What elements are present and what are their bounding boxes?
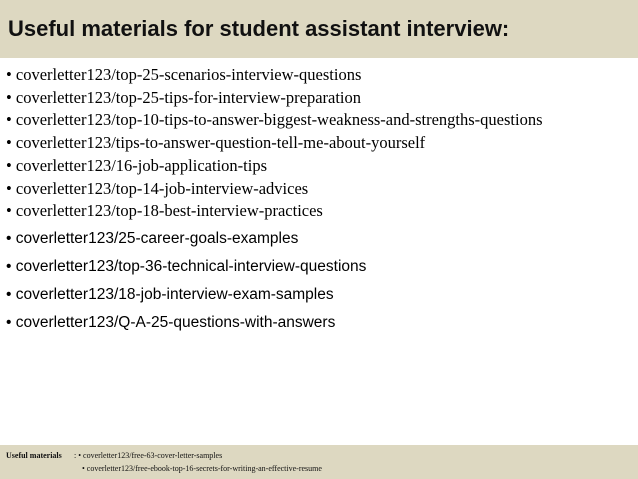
footer-label: Useful materials [6,451,62,460]
footer-band [0,445,638,479]
header-band [0,0,638,58]
materials-list [6,64,628,337]
list-item: • coverletter123/25-career-goals-examples [6,229,299,247]
list-item: • coverletter123/top-25-tips-for-interview-preparation [6,87,362,107]
list-item: • coverletter123/top-18-best-interview-practices [6,201,323,221]
list-item: • coverletter123/top-36-technical-interview-questions [6,257,367,275]
list-item: • coverletter123/top-10-tips-to-answer-biggest-weakness-and-strengths-questions [6,110,543,130]
footer-link: : • coverletter123/free-63-cover-letter-samples [74,451,223,460]
list-item: • coverletter123/tips-to-answer-question-tell-me-about-yourself [6,133,426,153]
list-item: • coverletter123/top-25-scenarios-interview-questions [6,65,362,84]
footer-link: • coverletter123/free-ebook-top-16-secrets-for-writing-an-effective-resume [82,464,322,473]
list-item: • coverletter123/top-14-job-interview-advices [6,178,309,198]
list-item: • coverletter123/Q-A-25-questions-with-answers [6,313,336,331]
list-item: • coverletter123/18-job-interview-exam-samples [6,285,334,303]
page-title: Useful materials for student assistant interview: [8,16,510,41]
list-item: • coverletter123/16-job-application-tips [6,155,267,175]
